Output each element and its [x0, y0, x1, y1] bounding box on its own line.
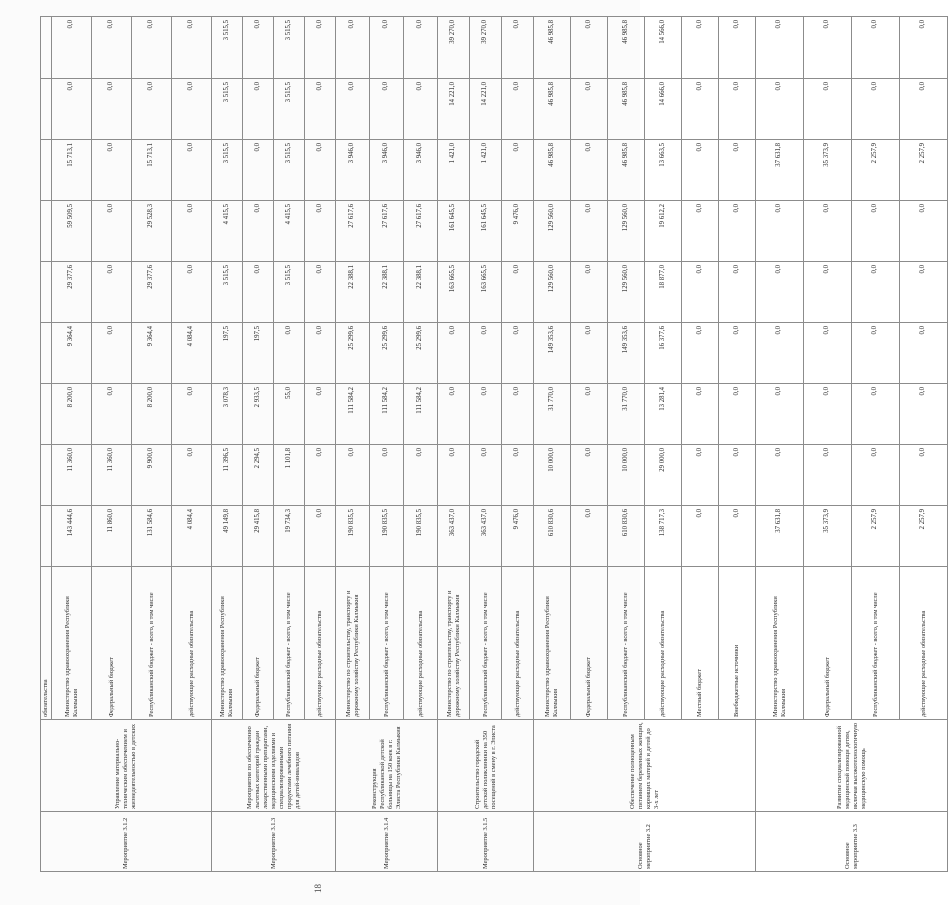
year-amount-cell — [41, 445, 52, 506]
year-amount-cell: 55,0 — [274, 384, 305, 445]
year-amount-cell: 0,0 — [571, 384, 608, 445]
total-amount-cell — [41, 506, 52, 567]
year-amount-cell: 0,0 — [682, 17, 719, 79]
year-amount-cell: 0,0 — [682, 323, 719, 384]
year-amount-cell: 0,0 — [571, 445, 608, 506]
year-amount-cell: 27 617,6 — [336, 201, 370, 262]
measure-title: Строительство городской детской поликлиники на 350 посещений в смену в г. Элиста — [438, 720, 534, 812]
funding-source: действующие расходные обязательства — [645, 567, 682, 720]
year-amount-cell: 0,0 — [305, 384, 336, 445]
year-amount-cell: 0,0 — [852, 17, 900, 79]
table-row — [756, 17, 804, 872]
year-amount-cell: 0,0 — [900, 445, 948, 506]
year-amount-cell: 0,0 — [470, 323, 502, 384]
year-amount-cell: 2 933,5 — [243, 384, 274, 445]
funding-source: действующие расходные обязательства — [305, 567, 336, 720]
year-amount-cell: 0,0 — [172, 445, 212, 506]
total-amount-cell: 0,0 — [719, 506, 756, 567]
year-amount-cell: 0,0 — [756, 323, 804, 384]
measure-title: Обеспечение полноценным питанием беременных женщин, кормящих матерей и детей до 3-х лет — [534, 720, 756, 812]
funding-source: Республиканский бюджет - всего, в том числе — [370, 567, 404, 720]
year-amount-cell: 0,0 — [132, 17, 172, 79]
year-amount-cell: 1 421,0 — [470, 140, 502, 201]
year-amount-cell: 0,0 — [682, 384, 719, 445]
year-amount-cell: 27 617,6 — [370, 201, 404, 262]
year-amount-cell: 0,0 — [804, 445, 852, 506]
year-amount-cell — [41, 384, 52, 445]
year-amount-cell: 46 985,8 — [534, 17, 571, 79]
year-amount-cell: 0,0 — [571, 201, 608, 262]
year-amount-cell: 0,0 — [852, 79, 900, 140]
year-amount-cell: 129 560,0 — [608, 201, 645, 262]
year-amount-cell: 0,0 — [900, 79, 948, 140]
year-amount-cell: 46 985,8 — [608, 140, 645, 201]
year-amount-cell: 14 666,0 — [645, 79, 682, 140]
year-amount-cell: 0,0 — [470, 384, 502, 445]
year-amount-cell: 0,0 — [756, 79, 804, 140]
year-amount-cell: 39 270,0 — [438, 17, 470, 79]
year-amount-cell: 0,0 — [243, 140, 274, 201]
year-amount-cell: 4 084,4 — [172, 323, 212, 384]
year-amount-cell: 163 665,5 — [438, 262, 470, 323]
year-amount-cell: 0,0 — [804, 17, 852, 79]
year-amount-cell: 0,0 — [719, 262, 756, 323]
year-amount-cell: 0,0 — [438, 445, 470, 506]
year-amount-cell: 3 515,5 — [212, 17, 243, 79]
year-amount-cell: 0,0 — [804, 323, 852, 384]
year-amount-cell: 0,0 — [336, 445, 370, 506]
year-amount-cell: 0,0 — [305, 262, 336, 323]
total-amount-cell: 363 437,0 — [438, 506, 470, 567]
funding-source: действующие расходные обязательства — [404, 567, 438, 720]
year-amount-cell: 0,0 — [719, 140, 756, 201]
year-amount-cell: 29 528,3 — [132, 201, 172, 262]
year-amount-cell: 0,0 — [370, 79, 404, 140]
year-amount-cell: 3 515,5 — [212, 262, 243, 323]
year-amount-cell: 0,0 — [305, 17, 336, 79]
year-amount-cell: 149 353,6 — [608, 323, 645, 384]
year-amount-cell: 0,0 — [682, 79, 719, 140]
year-amount-cell: 0,0 — [52, 17, 92, 79]
funding-source: Министерство здравоохранения Республики Калмыкия — [212, 567, 243, 720]
year-amount-cell: 129 560,0 — [534, 201, 571, 262]
year-amount-cell: 0,0 — [92, 384, 132, 445]
year-amount-cell: 0,0 — [404, 445, 438, 506]
year-amount-cell: 37 631,8 — [756, 140, 804, 201]
year-amount-cell: 0,0 — [852, 384, 900, 445]
year-amount-cell: 197,5 — [243, 323, 274, 384]
total-amount-cell: 0,0 — [305, 506, 336, 567]
year-amount-cell: 14 221,0 — [470, 79, 502, 140]
total-amount-cell: 138 717,3 — [645, 506, 682, 567]
funding-source: действующие расходные обязательства — [502, 567, 534, 720]
year-amount-cell: 59 509,5 — [52, 201, 92, 262]
year-amount-cell: 0,0 — [470, 445, 502, 506]
year-amount-cell: 39 270,0 — [470, 17, 502, 79]
year-amount-cell: 0,0 — [852, 201, 900, 262]
funding-source: Федеральный бюджет — [92, 567, 132, 720]
year-amount-cell: 15 713,1 — [52, 140, 92, 201]
year-amount-cell: 0,0 — [274, 323, 305, 384]
total-amount-cell: 9 476,0 — [502, 506, 534, 567]
total-amount-cell: 11 860,0 — [92, 506, 132, 567]
year-amount-cell: 19 612,2 — [645, 201, 682, 262]
year-amount-cell: 10 000,0 — [608, 445, 645, 506]
total-amount-cell: 190 835,5 — [404, 506, 438, 567]
year-amount-cell: 149 353,6 — [534, 323, 571, 384]
total-amount-cell: 0,0 — [682, 506, 719, 567]
year-amount-cell: 0,0 — [719, 445, 756, 506]
year-amount-cell: 10 000,0 — [534, 445, 571, 506]
measure-title: Мероприятия по обеспечению льготных категорий граждан лекарственными препаратами, медицинскими изделиями и специализированными продуктами лечебного питания для детей-инвалидов — [212, 720, 336, 812]
year-amount-cell: 0,0 — [756, 17, 804, 79]
year-amount-cell: 0,0 — [172, 79, 212, 140]
year-amount-cell: 0,0 — [682, 140, 719, 201]
year-amount-cell: 11 396,5 — [212, 445, 243, 506]
year-amount-cell — [41, 79, 52, 140]
table-row — [212, 17, 243, 872]
total-amount-cell: 363 437,0 — [470, 506, 502, 567]
page-number: 18 — [313, 884, 323, 893]
year-amount-cell: 3 946,0 — [336, 140, 370, 201]
year-amount-cell: 111 584,2 — [336, 384, 370, 445]
year-amount-cell: 0,0 — [719, 79, 756, 140]
year-amount-cell: 2 257,9 — [900, 140, 948, 201]
year-amount-cell: 0,0 — [719, 201, 756, 262]
year-amount-cell: 29 000,0 — [645, 445, 682, 506]
year-amount-cell: 129 560,0 — [608, 262, 645, 323]
total-amount-cell: 35 373,9 — [804, 506, 852, 567]
year-amount-cell: 2 294,5 — [243, 445, 274, 506]
year-amount-cell: 8 200,0 — [52, 384, 92, 445]
year-amount-cell: 1 421,0 — [438, 140, 470, 201]
year-amount-cell: 3 515,5 — [274, 79, 305, 140]
year-amount-cell: 163 665,5 — [470, 262, 502, 323]
total-amount-cell: 610 830,6 — [608, 506, 645, 567]
funding-source: Федеральный бюджет — [804, 567, 852, 720]
year-amount-cell: 0,0 — [852, 262, 900, 323]
measure-number: Мероприятие 3.1.3 — [212, 812, 336, 872]
year-amount-cell: 0,0 — [92, 262, 132, 323]
year-amount-cell: 0,0 — [243, 17, 274, 79]
year-amount-cell: 29 377,6 — [132, 262, 172, 323]
year-amount-cell: 0,0 — [132, 79, 172, 140]
year-amount-cell: 0,0 — [92, 140, 132, 201]
year-amount-cell: 4 415,5 — [212, 201, 243, 262]
year-amount-cell: 3 946,0 — [370, 140, 404, 201]
year-amount-cell: 0,0 — [92, 201, 132, 262]
total-amount-cell: 2 257,9 — [900, 506, 948, 567]
year-amount-cell: 0,0 — [502, 323, 534, 384]
year-amount-cell: 31 770,0 — [608, 384, 645, 445]
year-amount-cell — [41, 262, 52, 323]
year-amount-cell — [41, 140, 52, 201]
funding-source: Местный бюджет — [682, 567, 719, 720]
year-amount-cell: 0,0 — [502, 140, 534, 201]
year-amount-cell: 197,5 — [212, 323, 243, 384]
year-amount-cell: 0,0 — [756, 384, 804, 445]
year-amount-cell: 0,0 — [900, 201, 948, 262]
year-amount-cell: 0,0 — [502, 17, 534, 79]
year-amount-cell: 22 388,1 — [336, 262, 370, 323]
year-amount-cell: 0,0 — [571, 323, 608, 384]
year-amount-cell: 0,0 — [900, 17, 948, 79]
measure-title: Реконструкция Республиканской детской больницы на 150 коек в г. Элиста Республики Калмыкия — [336, 720, 438, 812]
year-amount-cell: 3 515,5 — [274, 17, 305, 79]
year-amount-cell: 0,0 — [682, 262, 719, 323]
year-amount-cell: 46 985,8 — [534, 79, 571, 140]
year-amount-cell: 0,0 — [852, 323, 900, 384]
year-amount-cell: 25 299,6 — [370, 323, 404, 384]
year-amount-cell: 0,0 — [305, 323, 336, 384]
funding-source: Министерство здравоохранения Республики Калмыкия — [756, 567, 804, 720]
year-amount-cell: 9 364,4 — [52, 323, 92, 384]
year-amount-cell: 0,0 — [243, 79, 274, 140]
year-amount-cell: 0,0 — [804, 384, 852, 445]
year-amount-cell: 0,0 — [92, 17, 132, 79]
total-amount-cell: 37 631,8 — [756, 506, 804, 567]
year-amount-cell: 0,0 — [502, 384, 534, 445]
measure-number: Основное мероприятие 3.3 — [756, 812, 948, 872]
year-amount-cell — [41, 323, 52, 384]
year-amount-cell: 29 377,6 — [52, 262, 92, 323]
total-amount-cell: 4 084,4 — [172, 506, 212, 567]
year-amount-cell: 0,0 — [719, 17, 756, 79]
year-amount-cell: 0,0 — [804, 201, 852, 262]
measure-title: Развитие специализированной медицинской помощи детям, включая высокотехнологичную медицинскую помощь — [756, 720, 948, 812]
table-row — [336, 17, 370, 872]
measure-title: Управление материально-техническим обеспечением и жизнедеятельностью в детских — [41, 720, 212, 812]
year-amount-cell: 46 985,8 — [534, 140, 571, 201]
budget-table — [40, 16, 948, 872]
year-amount-cell: 3 078,3 — [212, 384, 243, 445]
year-amount-cell — [41, 201, 52, 262]
year-amount-cell: 0,0 — [305, 445, 336, 506]
year-amount-cell: 0,0 — [571, 262, 608, 323]
year-amount-cell: 16 377,6 — [645, 323, 682, 384]
table-row — [534, 17, 571, 872]
year-amount-cell: 22 388,1 — [404, 262, 438, 323]
funding-source: Республиканский бюджет - всего, в том числе — [132, 567, 172, 720]
year-amount-cell: 0,0 — [682, 445, 719, 506]
funding-source: Министерство здравоохранения Республики Калмыкия — [52, 567, 92, 720]
year-amount-cell: 0,0 — [404, 17, 438, 79]
year-amount-cell: 0,0 — [438, 384, 470, 445]
measure-number: Мероприятие 3.1.5 — [438, 812, 534, 872]
funding-source: Министерство по строительству, транспорту и дорожному хозяйству Республики Калмыкия — [336, 567, 370, 720]
year-amount-cell: 0,0 — [305, 79, 336, 140]
funding-source: Республиканский бюджет - всего, в том числе — [608, 567, 645, 720]
year-amount-cell: 8 200,0 — [132, 384, 172, 445]
year-amount-cell: 14 566,0 — [645, 17, 682, 79]
table-row — [438, 17, 470, 872]
year-amount-cell: 0,0 — [756, 201, 804, 262]
measure-number: Основное мероприятие 3.2 — [534, 812, 756, 872]
year-amount-cell — [41, 17, 52, 79]
total-amount-cell: 190 835,5 — [336, 506, 370, 567]
year-amount-cell: 3 515,5 — [274, 140, 305, 201]
year-amount-cell: 46 985,8 — [608, 79, 645, 140]
year-amount-cell: 1 101,8 — [274, 445, 305, 506]
year-amount-cell: 13 663,5 — [645, 140, 682, 201]
total-amount-cell: 49 149,8 — [212, 506, 243, 567]
year-amount-cell: 111 584,2 — [370, 384, 404, 445]
year-amount-cell: 0,0 — [52, 79, 92, 140]
year-amount-cell: 3 515,5 — [212, 79, 243, 140]
year-amount-cell: 0,0 — [336, 17, 370, 79]
year-amount-cell: 0,0 — [502, 445, 534, 506]
funding-source: Федеральный бюджет — [243, 567, 274, 720]
year-amount-cell: 27 617,6 — [404, 201, 438, 262]
budget-table-rotated — [40, 17, 927, 872]
funding-source: Республиканский бюджет - всего, в том числе — [852, 567, 900, 720]
year-amount-cell: 25 299,6 — [404, 323, 438, 384]
year-amount-cell: 13 281,4 — [645, 384, 682, 445]
year-amount-cell: 0,0 — [571, 79, 608, 140]
total-amount-cell: 143 444,6 — [52, 506, 92, 567]
year-amount-cell: 0,0 — [438, 323, 470, 384]
table-row — [41, 17, 52, 872]
year-amount-cell: 9 364,4 — [132, 323, 172, 384]
year-amount-cell: 0,0 — [172, 140, 212, 201]
year-amount-cell: 0,0 — [172, 17, 212, 79]
funding-source: Министерство по строительству, транспорту и дорожному хозяйству Республики Калмыкия — [438, 567, 470, 720]
year-amount-cell: 0,0 — [404, 79, 438, 140]
year-amount-cell: 4 415,5 — [274, 201, 305, 262]
year-amount-cell: 18 877,0 — [645, 262, 682, 323]
total-amount-cell: 0,0 — [571, 506, 608, 567]
year-amount-cell: 0,0 — [571, 140, 608, 201]
total-amount-cell: 19 734,3 — [274, 506, 305, 567]
funding-source: Внебюджетные источники — [719, 567, 756, 720]
year-amount-cell: 0,0 — [305, 201, 336, 262]
year-amount-cell: 0,0 — [756, 445, 804, 506]
year-amount-cell: 161 645,5 — [438, 201, 470, 262]
year-amount-cell: 3 515,5 — [274, 262, 305, 323]
year-amount-cell: 111 584,2 — [404, 384, 438, 445]
funding-source: Министерство здравоохранения Республики Калмыкия — [534, 567, 571, 720]
year-amount-cell: 9 900,0 — [132, 445, 172, 506]
funding-source: Федеральный бюджет — [571, 567, 608, 720]
year-amount-cell: 0,0 — [92, 323, 132, 384]
year-amount-cell: 0,0 — [172, 201, 212, 262]
year-amount-cell: 0,0 — [804, 262, 852, 323]
year-amount-cell: 0,0 — [370, 17, 404, 79]
year-amount-cell: 31 770,0 — [534, 384, 571, 445]
year-amount-cell: 2 257,9 — [852, 140, 900, 201]
funding-source: обязательства — [41, 567, 52, 720]
year-amount-cell: 0,0 — [900, 323, 948, 384]
year-amount-cell: 0,0 — [719, 323, 756, 384]
year-amount-cell: 11 360,0 — [92, 445, 132, 506]
year-amount-cell: 14 221,0 — [438, 79, 470, 140]
year-amount-cell: 0,0 — [804, 79, 852, 140]
table-body — [41, 17, 948, 872]
year-amount-cell: 0,0 — [900, 384, 948, 445]
year-amount-cell: 0,0 — [571, 17, 608, 79]
funding-source: Республиканский бюджет - всего, в том числе — [274, 567, 305, 720]
year-amount-cell: 22 388,1 — [370, 262, 404, 323]
year-amount-cell: 0,0 — [852, 445, 900, 506]
total-amount-cell: 190 835,5 — [370, 506, 404, 567]
year-amount-cell: 0,0 — [900, 262, 948, 323]
year-amount-cell: 0,0 — [305, 140, 336, 201]
year-amount-cell: 9 476,0 — [502, 201, 534, 262]
year-amount-cell: 11 360,0 — [52, 445, 92, 506]
year-amount-cell: 0,0 — [502, 262, 534, 323]
year-amount-cell: 0,0 — [172, 262, 212, 323]
year-amount-cell: 0,0 — [682, 201, 719, 262]
measure-number: Мероприятие 3.1.4 — [336, 812, 438, 872]
total-amount-cell: 2 257,9 — [852, 506, 900, 567]
year-amount-cell: 3 946,0 — [404, 140, 438, 201]
year-amount-cell: 0,0 — [502, 79, 534, 140]
total-amount-cell: 29 415,8 — [243, 506, 274, 567]
year-amount-cell: 35 373,9 — [804, 140, 852, 201]
year-amount-cell: 3 515,5 — [212, 140, 243, 201]
year-amount-cell: 0,0 — [370, 445, 404, 506]
year-amount-cell: 0,0 — [92, 79, 132, 140]
year-amount-cell: 129 560,0 — [534, 262, 571, 323]
total-amount-cell: 610 830,6 — [534, 506, 571, 567]
total-amount-cell: 131 584,6 — [132, 506, 172, 567]
funding-source: действующие расходные обязательства — [172, 567, 212, 720]
year-amount-cell: 46 985,8 — [608, 17, 645, 79]
year-amount-cell: 0,0 — [243, 262, 274, 323]
funding-source: Республиканский бюджет - всего, в том числе — [470, 567, 502, 720]
measure-number: Мероприятие 3.1.2 — [41, 812, 212, 872]
year-amount-cell: 161 645,5 — [470, 201, 502, 262]
funding-source: действующие расходные обязательства — [900, 567, 948, 720]
year-amount-cell: 0,0 — [756, 262, 804, 323]
year-amount-cell: 0,0 — [336, 79, 370, 140]
year-amount-cell: 0,0 — [172, 384, 212, 445]
year-amount-cell: 0,0 — [243, 201, 274, 262]
year-amount-cell: 25 299,6 — [336, 323, 370, 384]
year-amount-cell: 0,0 — [719, 384, 756, 445]
year-amount-cell: 15 713,1 — [132, 140, 172, 201]
